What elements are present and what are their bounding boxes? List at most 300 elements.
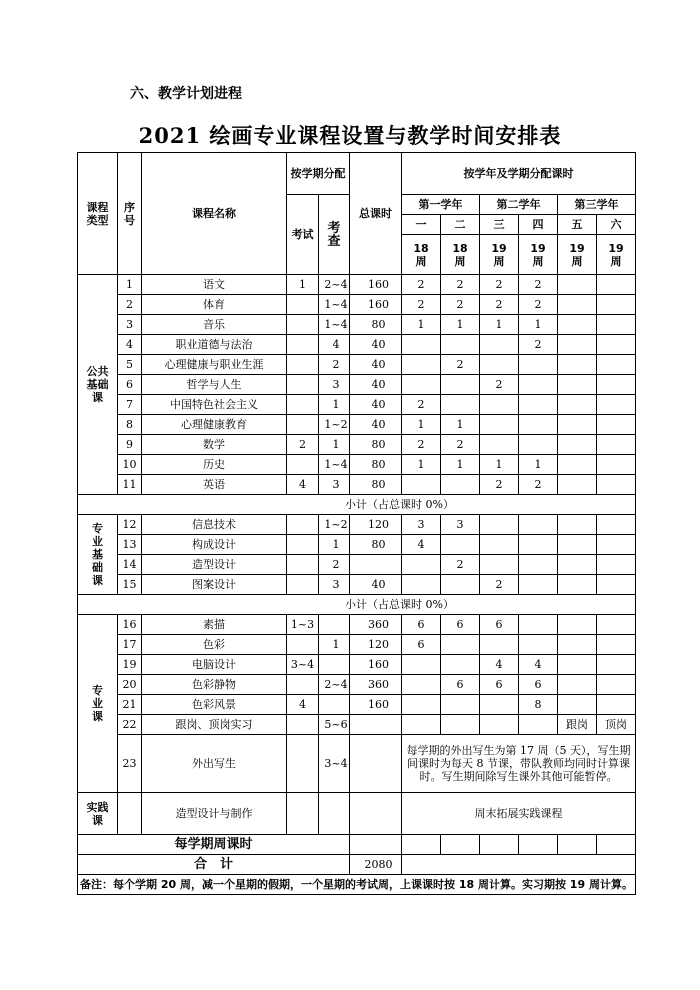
table-row (78, 635, 636, 655)
semester-4-hours: 2 (519, 475, 558, 495)
course-no: 5 (118, 355, 142, 375)
course-no: 16 (118, 615, 142, 635)
semester-5-hours (558, 335, 597, 355)
subtotal-label: 小计（占总课时 0%） (78, 495, 636, 515)
exam-term (287, 515, 319, 535)
total-hours: 40 (350, 375, 402, 395)
course-name: 图案设计 (142, 575, 287, 595)
semester-6-hours (597, 455, 636, 475)
total-hours: 80 (350, 435, 402, 455)
total-hours: 40 (350, 335, 402, 355)
semester-3-hours (480, 395, 519, 415)
semester-5-hours: 跟岗 (558, 715, 597, 735)
exam-term (287, 455, 319, 475)
grand-total-row (78, 855, 636, 875)
exam-term (287, 735, 319, 793)
course-name: 色彩 (142, 635, 287, 655)
semester-3-hours (480, 435, 519, 455)
semester-1-hours: 3 (402, 515, 441, 535)
weekly-semester-6 (597, 835, 636, 855)
semester-1-hours: 2 (402, 275, 441, 295)
course-name: 历史 (142, 455, 287, 475)
course-no: 12 (118, 515, 142, 535)
exam-term (287, 355, 319, 375)
total-hours (350, 555, 402, 575)
remark: 备注：每个学期 20 周，减一个星期的假期，一个星期的考试周，上课课时按 18 周计算。实习期按 19 周计算。 (78, 875, 636, 895)
table-row (78, 335, 636, 355)
schedule-body (78, 153, 636, 895)
course-no: 7 (118, 395, 142, 415)
table-row (78, 715, 636, 735)
semester-6-hours (597, 295, 636, 315)
course-no: 6 (118, 375, 142, 395)
total-hours: 160 (350, 275, 402, 295)
exam-term (287, 315, 319, 335)
table-row (78, 475, 636, 495)
course-name: 数学 (142, 435, 287, 455)
check-term: 2~4 (319, 675, 350, 695)
exam-term (287, 295, 319, 315)
exam-term (287, 555, 319, 575)
check-term: 3~4 (319, 735, 350, 793)
exam-term: 1~3 (287, 615, 319, 635)
semester-4-hours (519, 555, 558, 575)
semester-3-hours (480, 695, 519, 715)
header-semester-6: 六 (597, 215, 636, 235)
semester-4-hours (519, 395, 558, 415)
semester-1-hours (402, 335, 441, 355)
course-no: 11 (118, 475, 142, 495)
exam-term (287, 793, 319, 835)
header-semester-1: 一 (402, 215, 441, 235)
semester-5-hours (558, 535, 597, 555)
table-row (78, 675, 636, 695)
semester-4-hours: 2 (519, 335, 558, 355)
table-row (78, 455, 636, 475)
table-row (78, 295, 636, 315)
schedule-table (77, 152, 636, 895)
header-semester-2: 二 (441, 215, 480, 235)
total-hours: 360 (350, 675, 402, 695)
course-name: 色彩静物 (142, 675, 287, 695)
semester-1-hours (402, 695, 441, 715)
course-no: 21 (118, 695, 142, 715)
semester-5-hours (558, 455, 597, 475)
weekly-semester-2 (441, 835, 480, 855)
semester-2-hours (441, 475, 480, 495)
semester-5-hours (558, 435, 597, 455)
total-hours: 120 (350, 635, 402, 655)
check-term: 3 (319, 575, 350, 595)
course-no: 17 (118, 635, 142, 655)
semester-1-hours: 2 (402, 435, 441, 455)
header-semester-3: 三 (480, 215, 519, 235)
semester-5-hours (558, 355, 597, 375)
semester-6-hours (597, 515, 636, 535)
exam-term (287, 335, 319, 355)
course-no: 1 (118, 275, 142, 295)
weekly-total (350, 835, 402, 855)
semester-3-hours: 2 (480, 375, 519, 395)
header-exam: 考试 (287, 195, 319, 275)
semester-3-hours: 6 (480, 615, 519, 635)
course-name: 英语 (142, 475, 287, 495)
total-hours: 40 (350, 355, 402, 375)
exam-term (287, 395, 319, 415)
semester-6-hours (597, 395, 636, 415)
semester-1-hours (402, 575, 441, 595)
course-no: 19 (118, 655, 142, 675)
semester-4-hours (519, 615, 558, 635)
check-term: 1~4 (319, 295, 350, 315)
semester-1-hours (402, 375, 441, 395)
semester-1-hours (402, 655, 441, 675)
table-row (78, 555, 636, 575)
semester-5-hours (558, 515, 597, 535)
semester-2-hours: 2 (441, 295, 480, 315)
course-no: 15 (118, 575, 142, 595)
check-term (319, 793, 350, 835)
semester-6-hours (597, 375, 636, 395)
semester-4-hours: 6 (519, 675, 558, 695)
semester-2-hours: 2 (441, 435, 480, 455)
total-hours: 160 (350, 655, 402, 675)
semester-6-hours (597, 695, 636, 715)
check-term: 1~2 (319, 515, 350, 535)
semester-5-hours (558, 415, 597, 435)
semester-5-hours (558, 655, 597, 675)
total-hours: 80 (350, 475, 402, 495)
semester-1-hours: 6 (402, 635, 441, 655)
total-hours: 360 (350, 615, 402, 635)
check-term: 3 (319, 375, 350, 395)
semester-5-hours (558, 615, 597, 635)
semester-5-hours (558, 555, 597, 575)
exam-term: 4 (287, 475, 319, 495)
header-semester-5: 五 (558, 215, 597, 235)
check-term: 1 (319, 635, 350, 655)
semester-3-hours (480, 555, 519, 575)
check-term: 2 (319, 555, 350, 575)
course-name: 中国特色社会主义 (142, 395, 287, 415)
table-row (78, 375, 636, 395)
check-term: 2 (319, 355, 350, 375)
semester-4-hours (519, 415, 558, 435)
semester-2-hours (441, 695, 480, 715)
semester-2-hours (441, 535, 480, 555)
practice-note: 周末拓展实践课程 (402, 793, 636, 835)
table-row (78, 355, 636, 375)
semester-4-hours: 2 (519, 295, 558, 315)
header-course-name: 课程名称 (142, 153, 287, 275)
semester-4-hours: 8 (519, 695, 558, 715)
total-hours: 80 (350, 315, 402, 335)
semester-2-hours (441, 395, 480, 415)
weekly-semester-4 (519, 835, 558, 855)
semester-5-hours (558, 375, 597, 395)
course-name: 音乐 (142, 315, 287, 335)
course-no (118, 793, 142, 835)
semester-3-hours (480, 335, 519, 355)
semester-5-hours (558, 315, 597, 335)
table-row (78, 655, 636, 675)
course-no: 4 (118, 335, 142, 355)
total-hours (350, 793, 402, 835)
semester-2-hours: 1 (441, 455, 480, 475)
table-row (78, 395, 636, 415)
check-term: 1~2 (319, 415, 350, 435)
semester-1-hours (402, 475, 441, 495)
course-no: 13 (118, 535, 142, 555)
course-no: 9 (118, 435, 142, 455)
total-hours: 40 (350, 575, 402, 595)
semester-2-hours (441, 635, 480, 655)
table-row (78, 535, 636, 555)
course-name: 造型设计与制作 (142, 793, 287, 835)
table-row (78, 415, 636, 435)
semester-6-hours (597, 415, 636, 435)
course-no: 23 (118, 735, 142, 793)
header-hours-by-year: 按学年及学期分配课时 (402, 153, 636, 195)
semester-1-hours: 4 (402, 535, 441, 555)
course-name: 体育 (142, 295, 287, 315)
semester-6-hours (597, 555, 636, 575)
group-professional: 专业课 (78, 615, 118, 793)
header-term-assign: 按学期分配 (287, 153, 350, 195)
semester-5-hours (558, 635, 597, 655)
check-term (319, 695, 350, 715)
semester-3-hours: 2 (480, 275, 519, 295)
check-term (319, 655, 350, 675)
semester-6-hours (597, 355, 636, 375)
semester-6-hours (597, 615, 636, 635)
weekly-semester-1 (402, 835, 441, 855)
semester-5-hours (558, 695, 597, 715)
check-term: 1~4 (319, 315, 350, 335)
subtotal-label: 小计（占总课时 0%） (78, 595, 636, 615)
course-name: 构成设计 (142, 535, 287, 555)
semester-2-hours (441, 715, 480, 735)
semester-6-hours (597, 475, 636, 495)
check-term: 3 (319, 475, 350, 495)
exam-term (287, 715, 319, 735)
total-hours: 120 (350, 515, 402, 535)
course-name: 心理健康与职业生涯 (142, 355, 287, 375)
table-row (78, 275, 636, 295)
semester-4-hours (519, 355, 558, 375)
semester-3-hours (480, 355, 519, 375)
course-name: 素描 (142, 615, 287, 635)
course-no: 14 (118, 555, 142, 575)
header-weeks-1: 18周 (402, 235, 441, 275)
semester-5-hours (558, 395, 597, 415)
table-row (78, 695, 636, 715)
section-heading: 六、教学计划进程 (130, 86, 242, 102)
semester-2-hours: 6 (441, 615, 480, 635)
semester-3-hours: 1 (480, 455, 519, 475)
header-year-1: 第一学年 (402, 195, 480, 215)
header-weeks-6: 19周 (597, 235, 636, 275)
semester-6-hours (597, 575, 636, 595)
semester-1-hours (402, 555, 441, 575)
semester-3-hours: 2 (480, 575, 519, 595)
semester-6-hours (597, 335, 636, 355)
table-row (78, 575, 636, 595)
table-row (78, 515, 636, 535)
header-course-type: 课程类型 (78, 153, 118, 275)
course-name: 造型设计 (142, 555, 287, 575)
table-row (78, 615, 636, 635)
semester-1-hours: 2 (402, 295, 441, 315)
semester-5-hours (558, 295, 597, 315)
page-title: 2021 绘画专业课程设置与教学时间安排表 (138, 123, 562, 148)
semester-4-hours (519, 635, 558, 655)
exam-term (287, 415, 319, 435)
semester-6-hours (597, 535, 636, 555)
course-no: 2 (118, 295, 142, 315)
check-term: 1 (319, 535, 350, 555)
group-public-basic: 公共基础课 (78, 275, 118, 495)
total-hours: 160 (350, 695, 402, 715)
header-semester-4: 四 (519, 215, 558, 235)
semester-6-hours: 顶岗 (597, 715, 636, 735)
semester-4-hours: 4 (519, 655, 558, 675)
weekly-semester-3 (480, 835, 519, 855)
check-term: 1 (319, 395, 350, 415)
semester-6-hours (597, 275, 636, 295)
semester-3-hours (480, 515, 519, 535)
total-hours: 40 (350, 395, 402, 415)
course-no: 20 (118, 675, 142, 695)
weekly-semester-5 (558, 835, 597, 855)
header-weeks-3: 19周 (480, 235, 519, 275)
semester-4-hours: 1 (519, 455, 558, 475)
semester-1-hours: 6 (402, 615, 441, 635)
semester-4-hours (519, 715, 558, 735)
group-professional-basic: 专业基础课 (78, 515, 118, 595)
semester-5-hours (558, 675, 597, 695)
course-name: 语文 (142, 275, 287, 295)
semester-1-hours: 1 (402, 415, 441, 435)
exam-term (287, 375, 319, 395)
header-year-3: 第三学年 (558, 195, 636, 215)
course-name: 心理健康教育 (142, 415, 287, 435)
semester-1-hours: 1 (402, 315, 441, 335)
semester-4-hours: 2 (519, 275, 558, 295)
exam-term: 3~4 (287, 655, 319, 675)
course-no: 3 (118, 315, 142, 335)
semester-1-hours (402, 715, 441, 735)
total-hours: 40 (350, 415, 402, 435)
semester-3-hours (480, 715, 519, 735)
exam-term (287, 535, 319, 555)
exam-term: 1 (287, 275, 319, 295)
semester-2-hours (441, 575, 480, 595)
total-hours (350, 735, 402, 793)
semester-5-hours (558, 575, 597, 595)
semester-6-hours (597, 655, 636, 675)
course-no: 10 (118, 455, 142, 475)
semester-3-hours: 2 (480, 295, 519, 315)
check-term: 1~4 (319, 455, 350, 475)
semester-4-hours (519, 535, 558, 555)
header-seq: 序号 (118, 153, 142, 275)
exam-term (287, 675, 319, 695)
semester-2-hours: 2 (441, 355, 480, 375)
semester-2-hours: 1 (441, 315, 480, 335)
semester-6-hours (597, 435, 636, 455)
subtotal-row (78, 495, 636, 515)
check-term: 2~4 (319, 275, 350, 295)
header-weeks-4: 19周 (519, 235, 558, 275)
header-weeks-2: 18周 (441, 235, 480, 275)
semester-2-hours: 2 (441, 555, 480, 575)
semester-4-hours (519, 575, 558, 595)
course-no: 22 (118, 715, 142, 735)
semester-3-hours: 4 (480, 655, 519, 675)
exam-term (287, 635, 319, 655)
semester-2-hours: 2 (441, 275, 480, 295)
table-row (78, 315, 636, 335)
header-check: 考查 (319, 195, 350, 275)
semester-2-hours: 6 (441, 675, 480, 695)
course-name: 哲学与人生 (142, 375, 287, 395)
course-name: 职业道德与法治 (142, 335, 287, 355)
total-value: 2080 (350, 855, 402, 875)
semester-1-hours: 2 (402, 395, 441, 415)
course-name: 外出写生 (142, 735, 287, 793)
semester-4-hours (519, 515, 558, 535)
semester-5-hours (558, 475, 597, 495)
table-row (78, 793, 636, 835)
header-year-2: 第二学年 (480, 195, 558, 215)
total-empty (402, 855, 636, 875)
weekly-hours-row (78, 835, 636, 855)
exam-term (287, 575, 319, 595)
check-term (319, 615, 350, 635)
subtotal-row (78, 595, 636, 615)
semester-1-hours (402, 355, 441, 375)
semester-3-hours: 2 (480, 475, 519, 495)
table-row (78, 435, 636, 455)
total-hours (350, 715, 402, 735)
total-hours: 80 (350, 535, 402, 555)
semester-3-hours (480, 535, 519, 555)
exam-term: 2 (287, 435, 319, 455)
course-name: 色彩风景 (142, 695, 287, 715)
semester-2-hours (441, 375, 480, 395)
semester-3-hours (480, 635, 519, 655)
semester-1-hours (402, 675, 441, 695)
total-hours: 160 (350, 295, 402, 315)
semester-2-hours (441, 655, 480, 675)
group-practice: 实践课 (78, 793, 118, 835)
outdoor-note: 每学期的外出写生为第 17 周（5 天），写生期间课时为每天 8 节课，带队教师均同时计算课时。写生期间除写生课外其他可能暂停。 (402, 735, 636, 793)
semester-4-hours (519, 375, 558, 395)
semester-4-hours: 1 (519, 315, 558, 335)
semester-6-hours (597, 675, 636, 695)
semester-3-hours: 6 (480, 675, 519, 695)
header-total-hours: 总课时 (350, 153, 402, 275)
weekly-hours-label: 每学期周课时 (78, 835, 350, 855)
course-no: 8 (118, 415, 142, 435)
total-hours: 80 (350, 455, 402, 475)
semester-2-hours: 1 (441, 415, 480, 435)
semester-1-hours: 1 (402, 455, 441, 475)
remark-row (78, 875, 636, 895)
semester-6-hours (597, 315, 636, 335)
semester-5-hours (558, 275, 597, 295)
